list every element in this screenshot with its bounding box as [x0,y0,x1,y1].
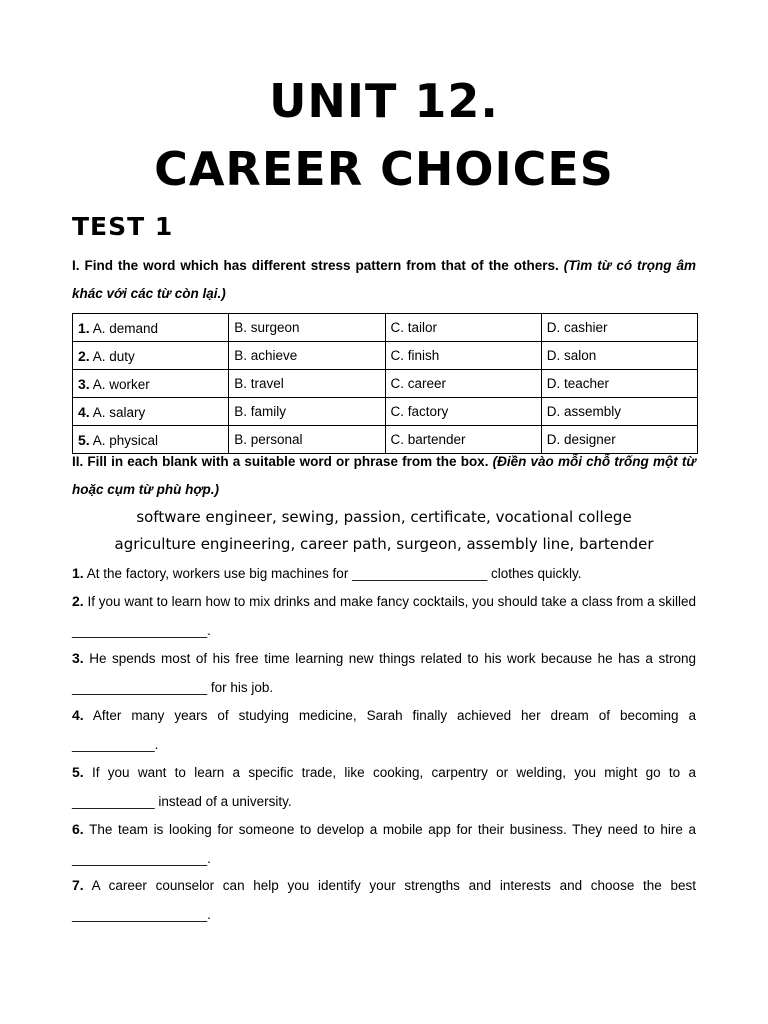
option-d: D. salon [541,342,697,370]
item-number: 1. [72,565,84,581]
option-a-cell [73,342,229,370]
item-number: 6. [72,821,84,837]
option-c: C. bartender [385,426,541,454]
section-1-label: I. Find the word which has different stress pattern from that of the others. [72,258,559,273]
item-number: 5. [72,764,84,780]
option-b: B. family [229,398,385,426]
option-a: A. duty [92,348,135,364]
item-number: 3. [72,650,84,666]
table-row [73,314,698,342]
option-c: C. finish [385,342,541,370]
option-a: A. worker [92,376,150,392]
option-a-cell [73,314,229,342]
unit-title: CAREER CHOICES [154,142,614,196]
option-b: B. personal [229,426,385,454]
option-d: D. designer [541,426,697,454]
table-row [73,370,698,398]
item-text: A career counselor can help you identify your strengths and interests and choose the best __________________. [72,878,697,922]
option-d: D. assembly [541,398,697,426]
fill-item [72,644,696,702]
option-b: B. surgeon [229,314,385,342]
option-c: C. career [385,370,541,398]
option-a: A. physical [92,432,158,448]
option-c: C. factory [385,398,541,426]
option-a: A. salary [92,404,146,420]
section-1-translation: (Tìm từ có trọng âm khác với các từ còn lại.) [72,258,696,301]
fill-item [72,559,696,589]
table-row [73,342,698,370]
option-a: A. demand [92,320,158,336]
fill-item [72,758,696,816]
fill-item [72,815,696,873]
item-text: At the factory, workers use big machines for __________________ clothes quickly. [86,566,582,581]
question-number: 4. [78,403,90,420]
question-number: 5. [78,431,90,448]
option-a-cell [73,370,229,398]
fill-item [72,587,696,645]
item-number: 4. [72,707,84,723]
test-heading: TEST 1 [72,212,174,241]
section-2-instruction [72,448,696,504]
question-number: 1. [78,319,90,336]
option-d: D. teacher [541,370,697,398]
fill-item [72,701,696,759]
item-text: He spends most of his free time learning new things related to his work because he has a strong __________________ for his job. [72,651,696,695]
word-box-line-2: agriculture engineering, career path, surgeon, assembly line, bartender [114,535,654,553]
option-b: B. achieve [229,342,385,370]
item-text: If you want to learn how to mix drinks and make fancy cocktails, you should take a class from a skilled __________________. [72,594,696,638]
section-2-translation: (Điền vào mỗi chỗ trống một từ hoặc cụm từ phù hợp.) [72,454,696,497]
stress-question-table [72,313,698,454]
item-text: The team is looking for someone to develop a mobile app for their business. They need to hire a __________________. [72,822,696,866]
item-number: 2. [72,593,84,609]
item-number: 7. [72,877,84,893]
section-1-instruction [72,252,696,308]
option-c: C. tailor [385,314,541,342]
fill-item [72,871,696,929]
table-row [73,398,698,426]
unit-heading: UNIT 12. [269,74,499,128]
question-number: 3. [78,375,90,392]
word-box-line-1: software engineer, sewing, passion, certificate, vocational college [136,508,632,526]
item-text: If you want to learn a specific trade, like cooking, carpentry or welding, you might go to a ___________ instead of a university. [72,765,696,809]
item-text: After many years of studying medicine, Sarah finally achieved her dream of becoming a ___________. [72,708,696,752]
option-b: B. travel [229,370,385,398]
option-d: D. cashier [541,314,697,342]
section-2-label: II. Fill in each blank with a suitable word or phrase from the box. [72,454,489,469]
question-number: 2. [78,347,90,364]
option-a-cell [73,398,229,426]
